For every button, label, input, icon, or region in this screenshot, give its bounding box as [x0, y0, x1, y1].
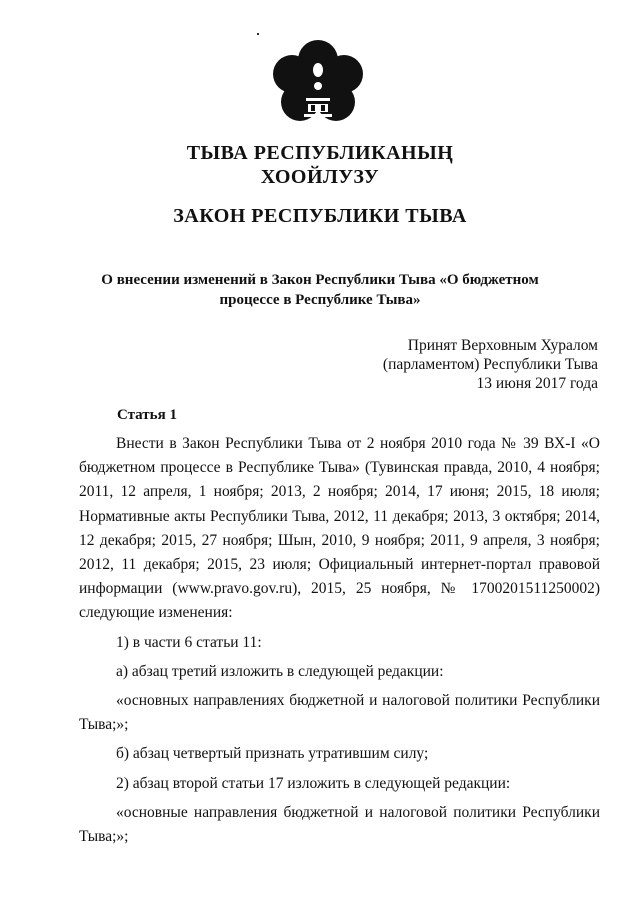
article-body	[79, 432, 600, 849]
adoption-date: 13 июня 2017 года	[476, 375, 598, 392]
article-paragraph: Внести в Закон Республики Тыва от 2 ноября 2010 года № 39 ВХ-I «О бюджетном процессе в Республике Тыва» (Тувинская правда, 2010, 4 ноября; 2011, 12 апреля, 1 ноября; 2013, 2 ноября; 2014, 17 июня; 2015, 18 июля; Нормативные акты Республики Тыва, 2012, 11 декабря; 2013, 3 октября; 2014, 12 декабря; 2015, 27 ноября; Шын, 2010, 9 ноября; 2011, 9 апреля, 3 ноября; 2012, 11 декабря; 2015, 23 июля; Официальный интернет-портал правовой информации (www.pravo.gov.ru), 2015, 25 ноября, № 1700201511250002) следующие изменения:	[79, 435, 600, 622]
title-russian: ЗАКОН РЕСПУБЛИКИ ТЫВА	[173, 205, 467, 227]
scan-speck	[257, 33, 259, 35]
article-paragraph: а) абзац третий изложить в следующей редакции:	[116, 662, 444, 680]
article-paragraph: 2) абзац второй статьи 17 изложить в следующей редакции:	[116, 774, 511, 792]
article-paragraph: б) абзац четвертый признать утратившим силу;	[116, 745, 429, 763]
adoption-line2: (парламентом) Республики Тыва	[382, 356, 598, 373]
adoption-line1: Принят Верховным Хуралом	[407, 337, 598, 354]
emblem-icon	[268, 38, 368, 128]
title-tuvan-line1: ТЫВА РЕСПУБЛИКАНЫҢ	[186, 142, 454, 164]
article-paragraph: «основных направлениях бюджетной и налоговой политики Республики Тыва;»;	[79, 692, 600, 734]
article-paragraph: «основные направления бюджетной и налоговой политики Республики Тыва;»;	[79, 803, 600, 846]
title-tuvan-line2: ХООЙЛУЗУ	[260, 166, 380, 188]
article-paragraph: 1) в части 6 статьи 11:	[116, 633, 262, 651]
law-subject: О внесении изменений в Закон Республики Тыва «О бюджетном процессе в Республике Тыва»	[101, 272, 539, 308]
article-heading: Статья 1	[117, 407, 177, 423]
adoption-block	[298, 336, 598, 393]
